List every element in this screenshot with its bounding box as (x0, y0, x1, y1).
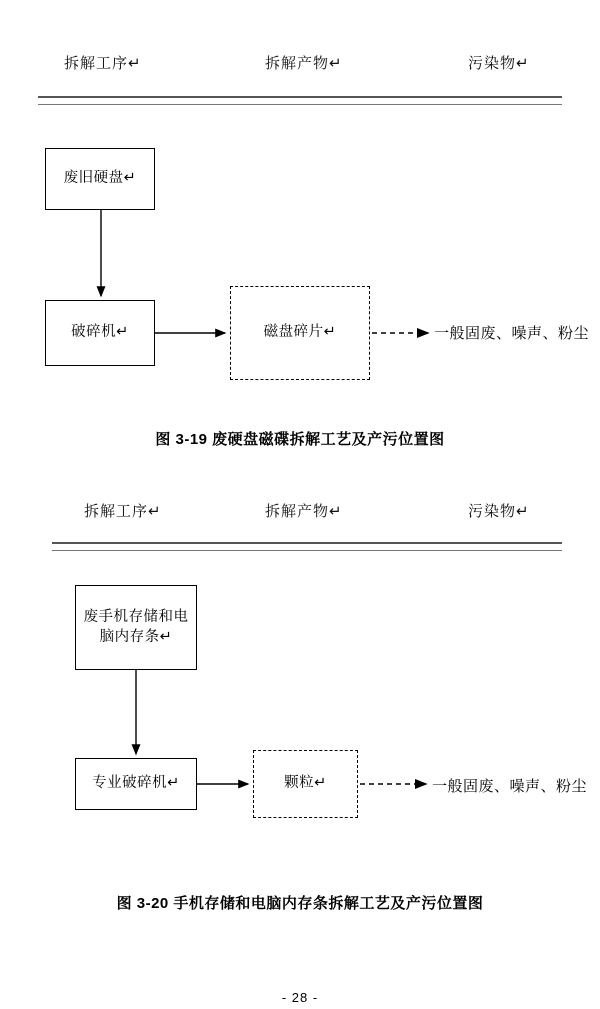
node-input: 废旧硬盘↵ (45, 148, 155, 210)
figure-3-19-connectors (0, 0, 600, 460)
figure-3-19 (0, 0, 600, 460)
figure-caption: 图 3-19 废硬盘磁碟拆解工艺及产污位置图 (155, 431, 445, 448)
page-number: - 28 - (281, 990, 319, 1005)
column-header-pollutant: 污染物↵ (468, 55, 530, 72)
column-header-process: 拆解工序↵ (84, 503, 162, 520)
figure-3-20 (0, 480, 600, 930)
node-product: 磁盘碎片↵ (230, 286, 370, 380)
column-header-process: 拆解工序↵ (64, 55, 142, 72)
node-input: 废手机存储和电脑内存条↵ (75, 585, 197, 670)
node-pollutant: 一般固废、噪声、粉尘 (434, 325, 590, 342)
column-header-pollutant: 污染物↵ (468, 503, 530, 520)
node-product: 颗粒↵ (253, 750, 358, 818)
figure-3-20-connectors (0, 480, 600, 930)
column-header-product: 拆解产物↵ (265, 503, 343, 520)
node-pollutant: 一般固废、噪声、粉尘 (432, 778, 588, 795)
node-process: 专业破碎机↵ (75, 758, 197, 810)
node-process: 破碎机↵ (45, 300, 155, 366)
figure-caption: 图 3-20 手机存储和电脑内存条拆解工艺及产污位置图 (116, 895, 484, 912)
column-header-product: 拆解产物↵ (265, 55, 343, 72)
